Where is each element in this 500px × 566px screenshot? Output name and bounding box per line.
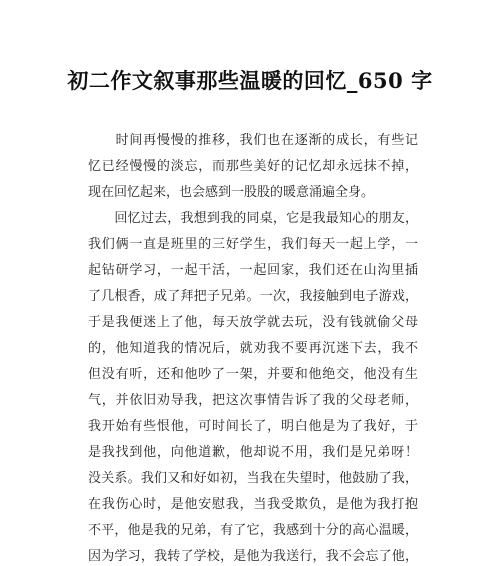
text-line: 时间再慢慢的推移，我们也在逐渐的成长，有些记 xyxy=(88,133,418,148)
text-line: 不平，他是我的兄弟，有了它，我感到十分的高心温暖， xyxy=(88,523,418,538)
text-line: 的，他知道我的情况后，就劝我不要再沉迷下去，我不 xyxy=(88,341,418,356)
text-line: 了几根香，成了拜把子兄弟。一次，我接触到电子游戏， xyxy=(88,289,418,304)
document-title: 初二作文叙事那些温暖的回忆_650 字 xyxy=(67,68,433,93)
document-body xyxy=(88,128,418,566)
paragraph-2 xyxy=(88,206,418,566)
text-line: 于是我便迷上了他，每天放学就去玩，没有钱就偷父母 xyxy=(88,315,418,330)
paragraph-1 xyxy=(88,128,418,206)
text-line: 现在回忆起来，也会感到一股股的暖意涌遍全身。 xyxy=(88,185,375,200)
text-line: 回忆过去，我想到我的同桌，它是我最知心的朋友， xyxy=(88,211,418,226)
text-line: 忆已经慢慢的淡忘，而那些美好的记忆却永远抹不掉， xyxy=(88,159,418,174)
text-line: 没关系。我们又和好如初，当我在失望时，他鼓励了我， xyxy=(88,471,418,486)
text-line: 气，并依旧劝导我，把这次事情告诉了我的父母老师， xyxy=(88,393,418,408)
text-line: 我开始有些恨他，可时间长了，明白他是为了我好，于 xyxy=(88,419,418,434)
text-line: 在我伤心时，是他安慰我，当我受欺负，是他为我打抱 xyxy=(88,497,418,512)
text-line: 我们俩一直是班里的三好学生，我们每天一起上学，一 xyxy=(88,237,418,252)
text-line: 起钻研学习，一起干活，一起回家，我们还在山沟里插 xyxy=(88,263,418,278)
text-line: 因为学习，我转了学校，是他为我送行，我不会忘了他， xyxy=(88,549,418,564)
text-line: 但没有听，还和他吵了一架，并要和他绝交，他没有生 xyxy=(88,367,418,382)
text-line: 是我找到他，向他道歉，他却说不用，我们是兄弟呀！ xyxy=(88,445,418,460)
